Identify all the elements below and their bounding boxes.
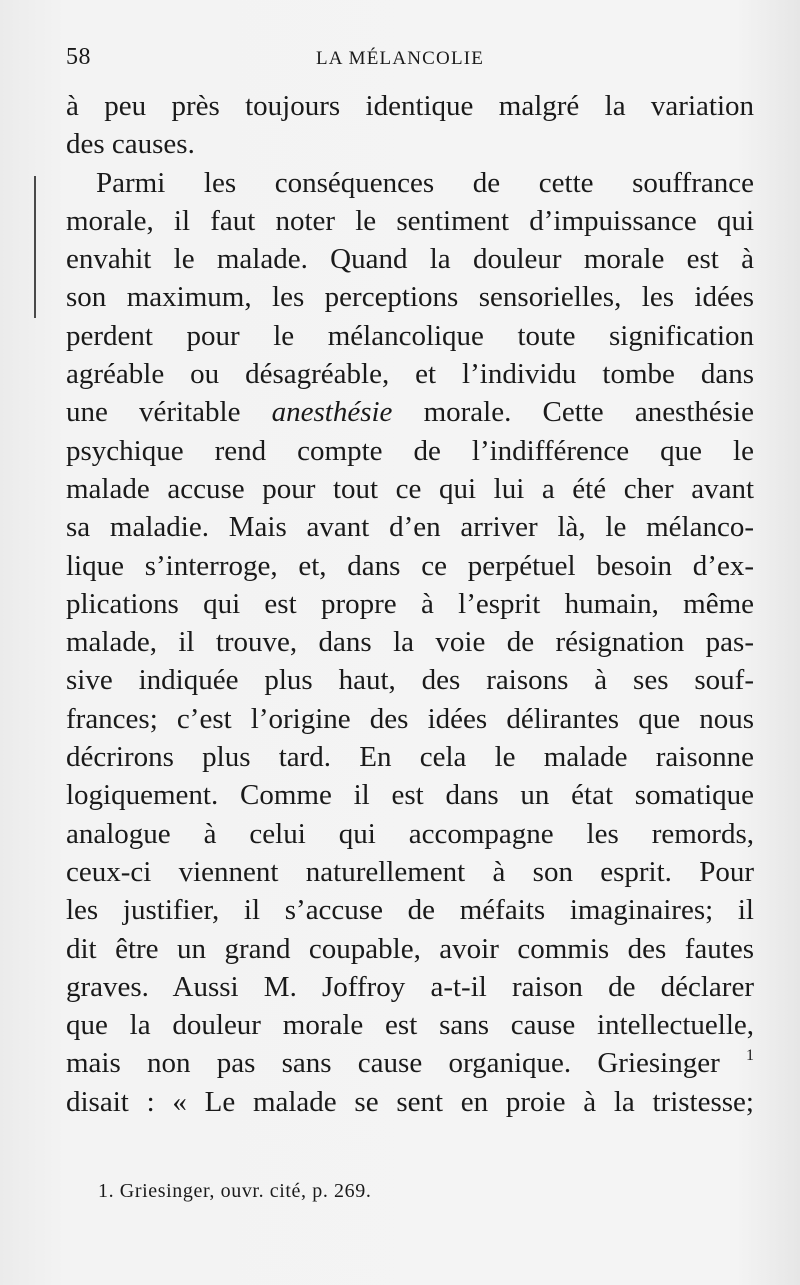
text-line: graves. Aussi M. Joffroy a-t-il raison de déclarer	[66, 970, 754, 1003]
text-line: frances; c’est l’origine des idées délirantes que nous	[66, 702, 754, 735]
text-line: des causes.	[66, 128, 195, 161]
page-header	[66, 44, 756, 76]
text-line: envahit le malade. Quand la douleur morale est à	[66, 243, 754, 276]
footnote: 1. Griesinger, ouvr. cité, p. 269.	[98, 1180, 372, 1202]
text-line: les justifier, il s’accuse de méfaits imaginaires; il	[66, 894, 754, 927]
text-line: que la douleur morale est sans cause intellectuelle,	[66, 1009, 754, 1042]
text-line: morale, il faut noter le sentiment d’impuissance qui	[66, 204, 754, 237]
body-text	[66, 87, 754, 1121]
text-line: lique s’interroge, et, dans ce perpétuel besoin d’ex-	[66, 549, 754, 582]
text-line: son maximum, les perceptions sensorielles, les idées	[66, 281, 754, 314]
text-line: ceux-ci viennent naturellement à son esprit. Pour	[66, 855, 754, 888]
text-line: perdent pour le mélancolique toute signification	[66, 319, 754, 352]
footnote-reference: 1	[746, 1047, 754, 1065]
text-line: malade accuse pour tout ce qui lui a été cher avant	[66, 472, 754, 505]
text-line: disait : « Le malade se sent en proie à la tristesse;	[66, 1085, 754, 1118]
text-line: logiquement. Comme il est dans un état somatique	[66, 779, 754, 812]
text-line: plications qui est propre à l’esprit humain, même	[66, 587, 754, 620]
italic-term: anesthésie	[271, 396, 393, 429]
text-line: à peu près toujours identique malgré la variation	[66, 90, 754, 122]
running-title: LA MÉLANCOLIE	[316, 48, 485, 69]
text-line: Parmi les conséquences de cette souffrance	[96, 166, 754, 199]
text-line	[66, 393, 754, 431]
text-line: décrirons plus tard. En cela le malade raisonne	[66, 741, 754, 774]
text-line: analogue à celui qui accompagne les remords,	[66, 817, 754, 850]
text-line: sive indiquée plus haut, des raisons à ses souf-	[66, 664, 754, 697]
text-line: psychique rend compte de l’indifférence que le	[66, 434, 754, 467]
text-line	[66, 1044, 754, 1082]
text-fragment: morale. Cette anesthésie	[392, 396, 754, 429]
text-fragment: mais non pas sans cause organique. Griesinger	[66, 1047, 746, 1080]
margin-mark	[34, 176, 36, 318]
text-line: malade, il trouve, dans la voie de résignation pas-	[66, 626, 754, 659]
page-number: 58	[66, 44, 91, 70]
text-line: dit être un grand coupable, avoir commis des fautes	[66, 932, 754, 965]
text-line: agréable ou désagréable, et l’individu tombe dans	[66, 358, 754, 391]
text-fragment: une véritable	[66, 396, 272, 429]
text-line: sa maladie. Mais avant d’en arriver là, le mélanco-	[66, 511, 754, 544]
